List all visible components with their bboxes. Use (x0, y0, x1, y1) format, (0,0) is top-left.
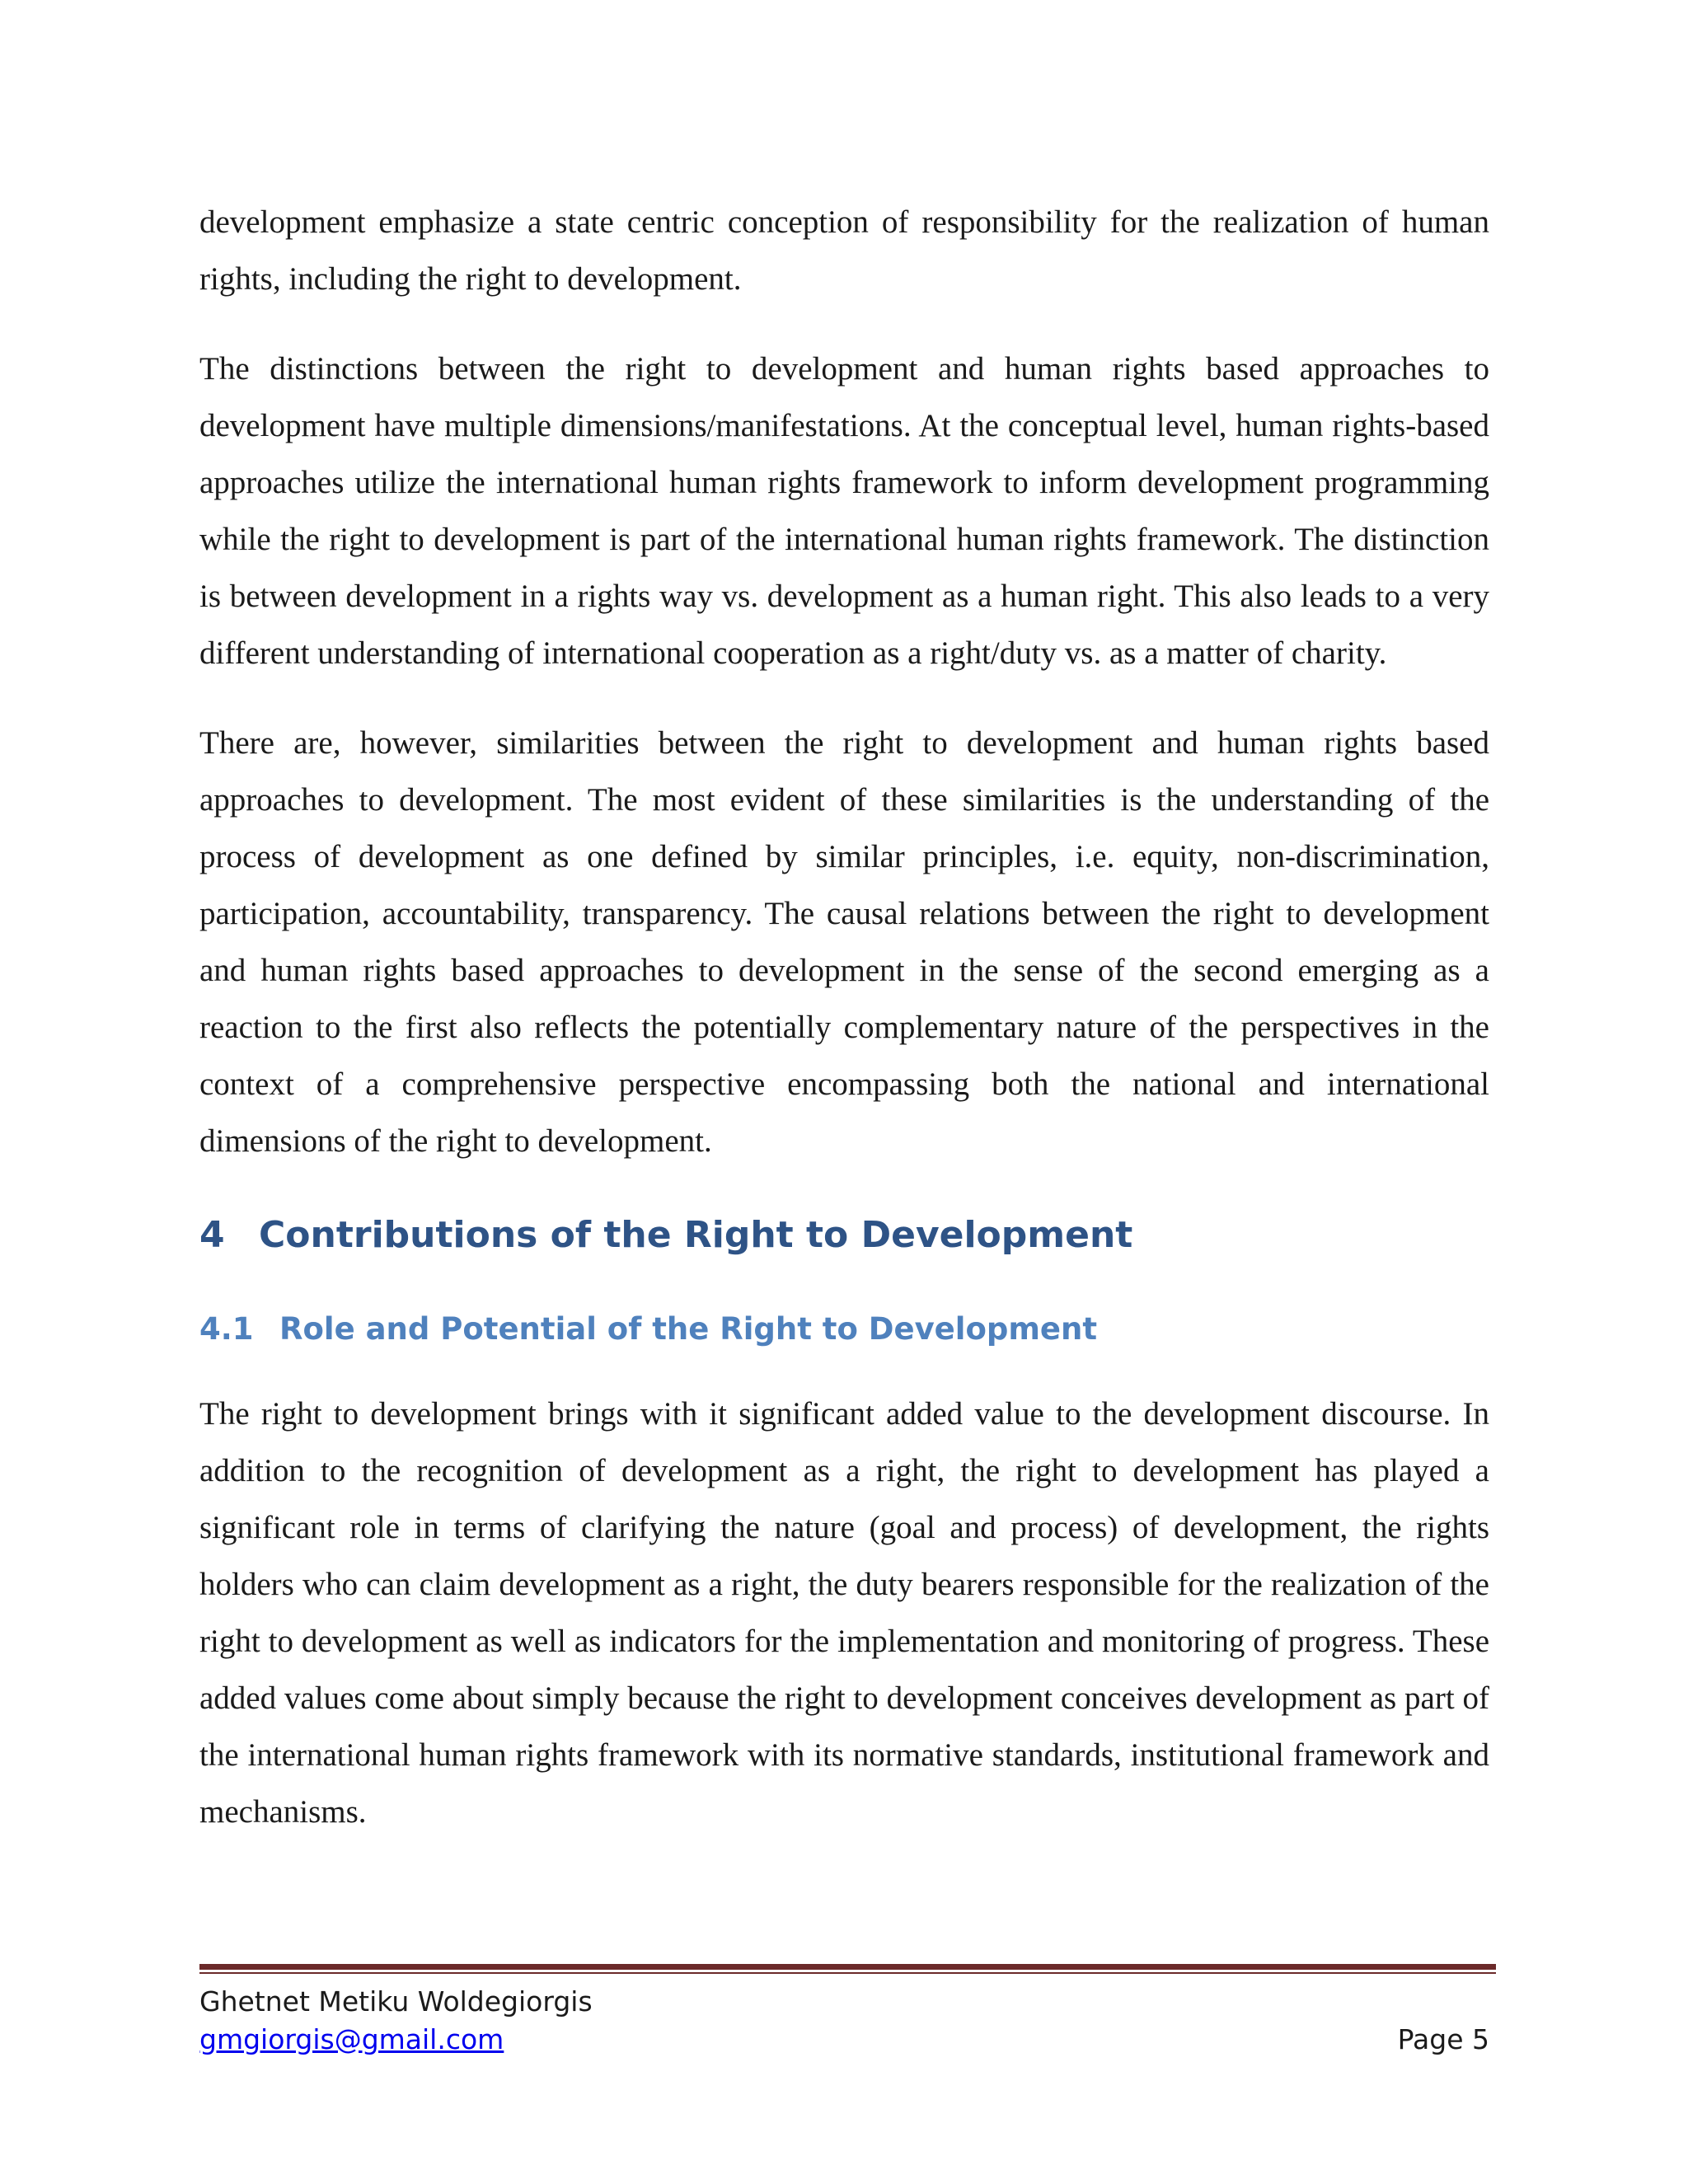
subsection-title: Role and Potential of the Right to Development (279, 1311, 1098, 1347)
page-footer (199, 1983, 1489, 2059)
paragraph: There are, however, similarities between the right to development and human rights based approaches to development. The most evident of these similarities is the understanding of the process of development as one defined by similar principles, i.e. equity, non-discrimination, participation, accountability, transparency. The causal relations between the right to development and human rights based approaches to development in the sense of the second emerging as a reaction to the first also reflects the potentially complementary nature of the perspectives in the context of a comprehensive perspective encompassing both the national and international dimensions of the right to development. (199, 725, 1489, 1159)
footer-author: Ghetnet Metiku Woldegiorgis (199, 1985, 593, 2018)
subsection-heading (199, 1306, 1489, 1352)
paragraph: The right to development brings with it significant added value to the development discourse. In addition to the recognition of development as a right, the right to development has played a significant role in terms of clarifying the nature (goal and process) of development, the rights holders who can claim development as a right, the duty bearers responsible for the realization of the right to development as well as indicators for the implementation and monitoring of progress. These added values come about simply because the right to development conceives development as part of the international human rights framework with its normative standards, institutional framework and mechanisms. (199, 1396, 1489, 1830)
section-heading (199, 1209, 1489, 1262)
footer-email-link[interactable]: gmgiorgis@gmail.com (199, 2023, 504, 2055)
footer-row (199, 2021, 1489, 2059)
paragraph: The distinctions between the right to development and human rights based approaches to development have multiple dimensions/manifestations. At the conceptual level, human rights-based approaches utilize the international human rights framework to inform development programming while the right to development is part of the international human rights framework. The distinction is between development in a rights way vs. development as a human right. This also leads to a very different understanding of international cooperation as a right/duty vs. as a matter of charity. (199, 351, 1489, 671)
paragraph: development emphasize a state centric conception of responsibility for the realization of human rights, including the right to development. (199, 204, 1489, 297)
section-title: Contributions of the Right to Development (259, 1214, 1133, 1256)
section-number: 4 (199, 1214, 225, 1256)
page-body (199, 194, 1489, 1873)
subsection-number: 4.1 (199, 1311, 254, 1347)
footer-divider (199, 1964, 1496, 1974)
footer-divider-thick (199, 1964, 1496, 1970)
footer-divider-thin (199, 1972, 1496, 1974)
page-number: Page 5 (1397, 2023, 1489, 2055)
